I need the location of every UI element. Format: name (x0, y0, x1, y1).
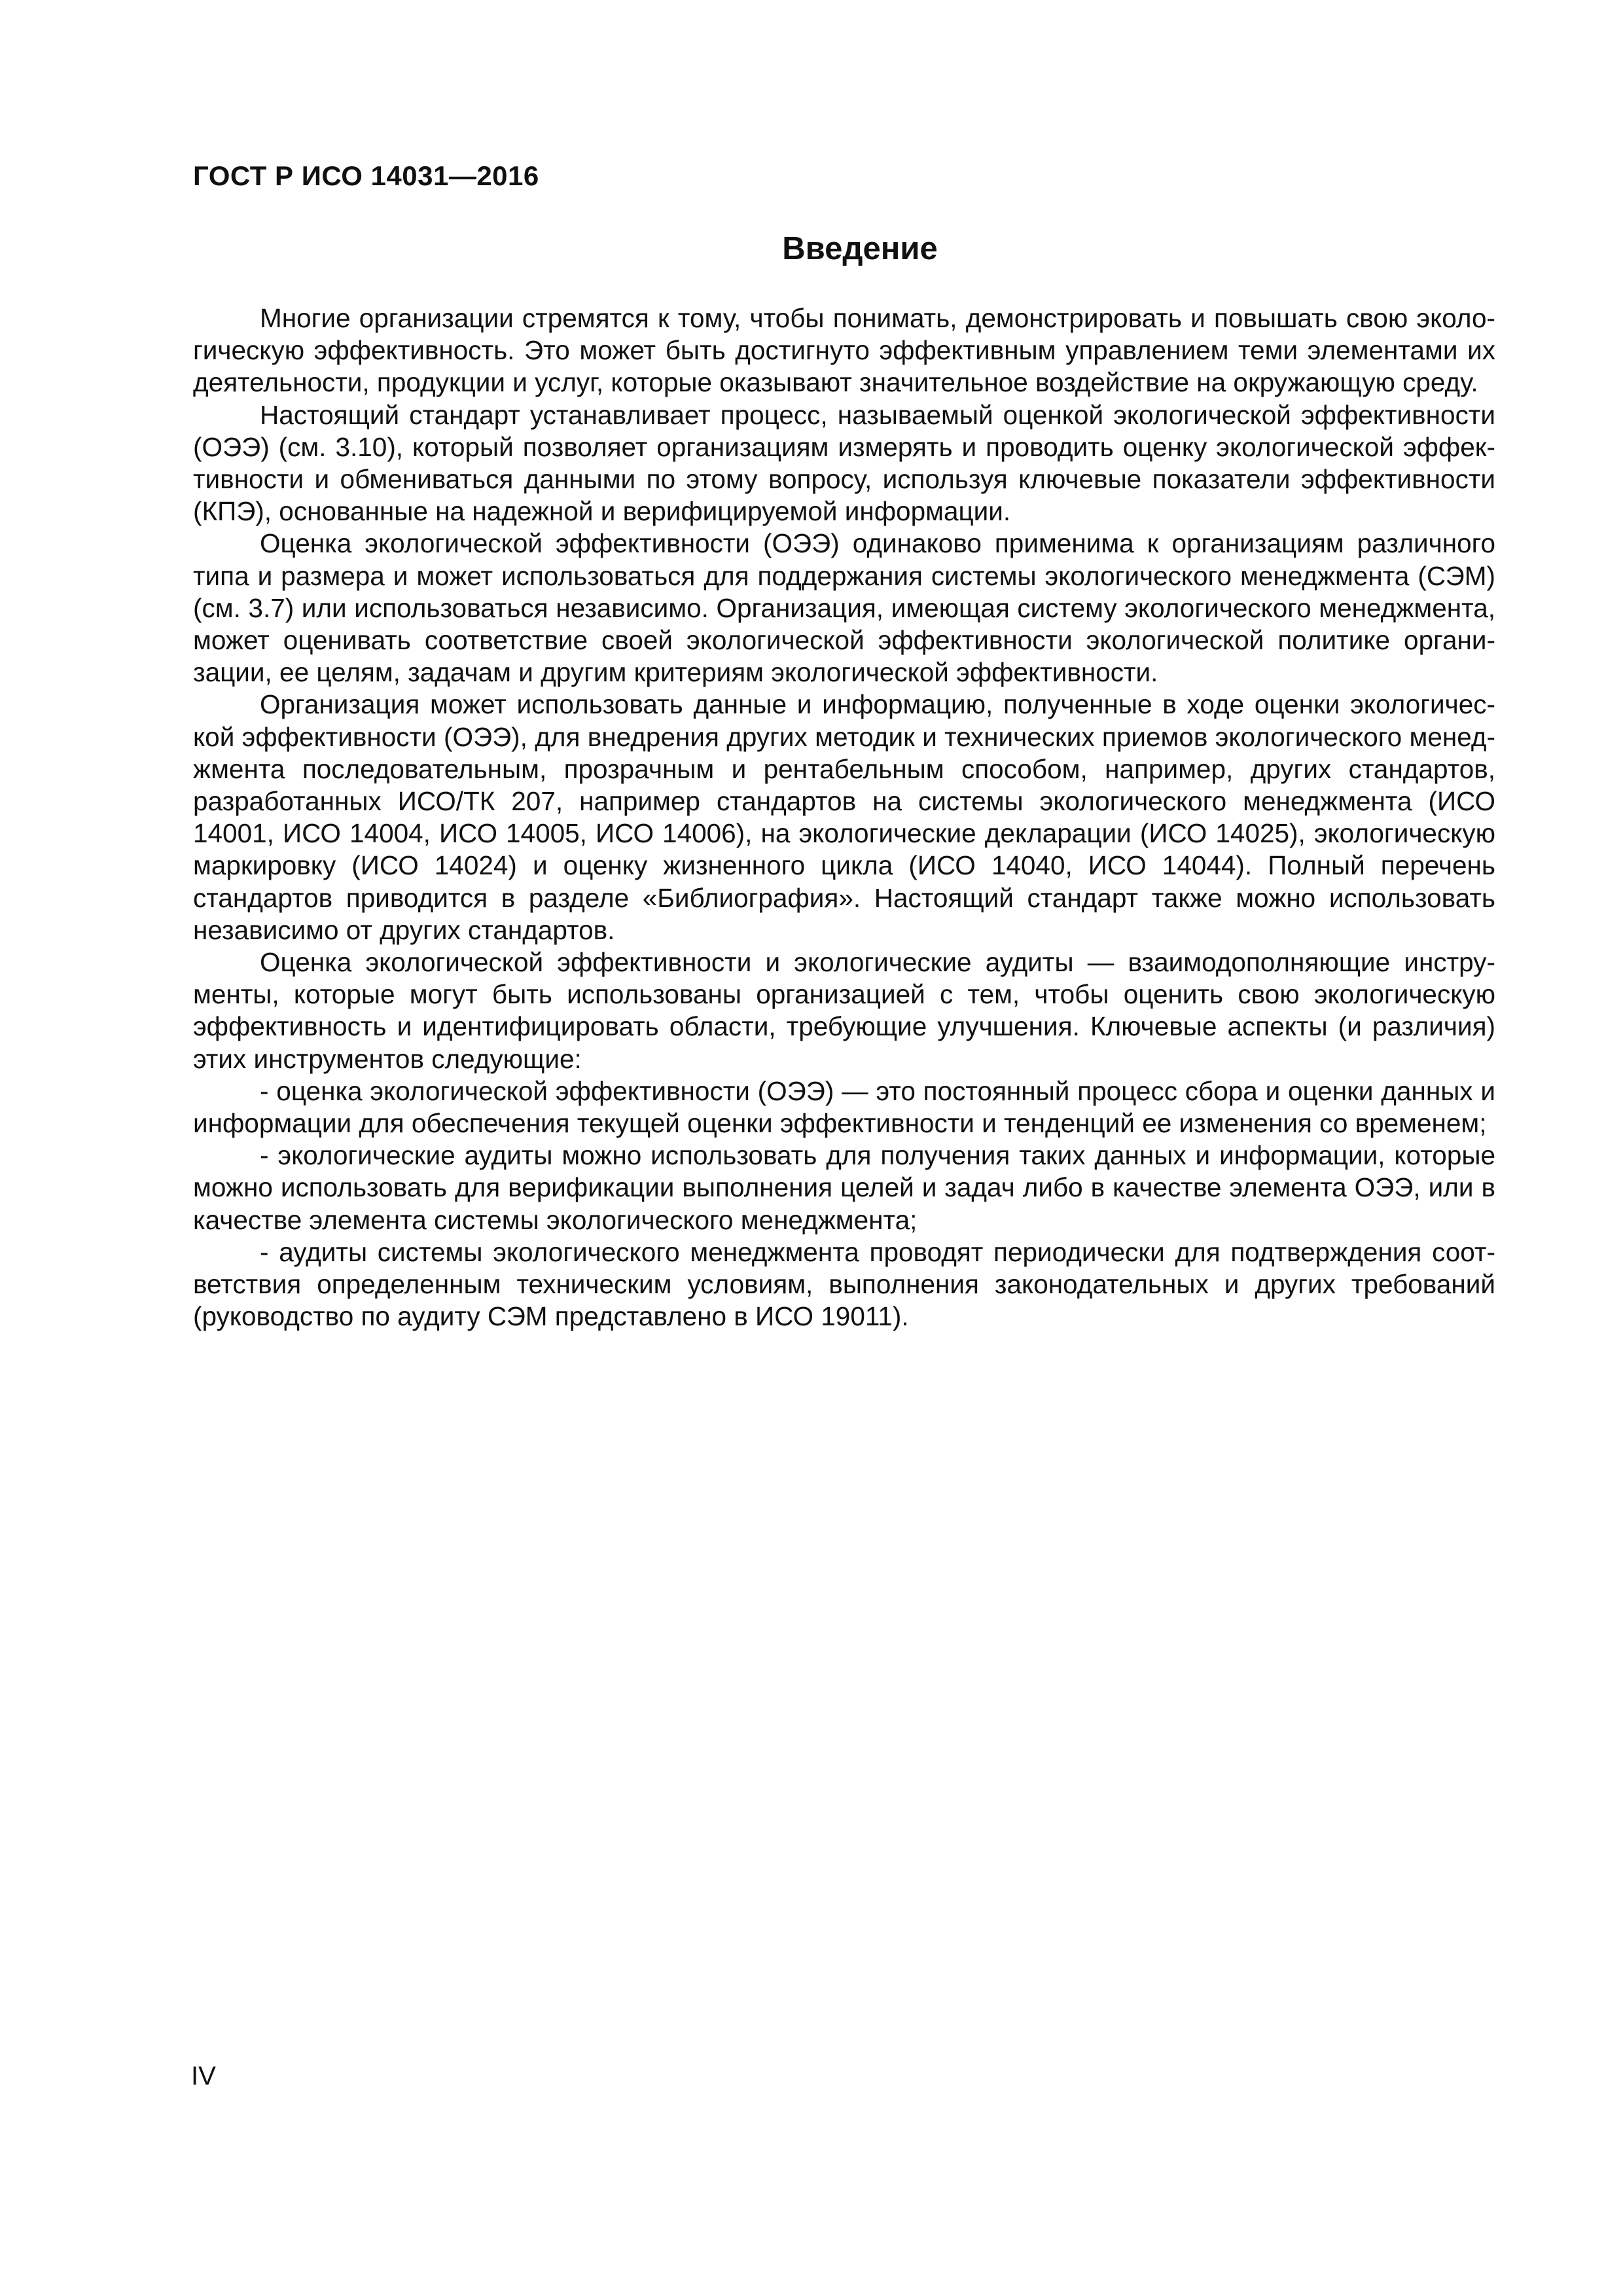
paragraph: Многие организации стремятся к тому, чтобы понимать, демонстрировать и повышать свою экологическую эффективность. Это может быть достигнуто эффективным управлением теми элементами их деятельности, продукции и услуг, которые оказывают значительное воздействие на окружающую среду. (193, 303, 1495, 398)
document-code-header: ГОСТ Р ИСО 14031—2016 (193, 160, 539, 191)
paragraph: Организация может использовать данные и информацию, полученные в ходе оценки экологической эффективности (ОЭЭ), для внедрения других методик и технических приемов экологического менеджмента последовательным, прозрачным и рентабельным способом, например, других стандартов, разработанных ИСО/ТК 207, например стандартов на системы экологического менеджмента (ИСО 14001, ИСО 14004, ИСО 14005, ИСО 14006), на экологические декларации (ИСО 14025), экологическую маркировку (ИСО 14024) и оценку жизненного цикла (ИСО 14040, ИСО 14044). Полный перечень стандартов приводится в разделе «Библиография». Настоящий стандарт также можно использовать независимо от других стандартов. (193, 689, 1495, 945)
page-number: IV (191, 2062, 216, 2090)
paragraph: Оценка экологической эффективности и экологические аудиты — взаимодополняющие инструменты, которые могут быть использованы организацией с тем, чтобы оценить свою экологическую эффективность и идентифицировать области, требующие улучшения. Ключевые аспекты (и различия) этих инструментов следующие: (193, 947, 1495, 1074)
paragraph: Настоящий стандарт устанавливает процесс, называемый оценкой экологической эффективности (ОЭЭ) (см. 3.10), который позволяет организациям измерять и проводить оценку экологической эффективности и обмениваться данными по этому вопросу, используя ключевые показатели эффективности (КПЭ), основанные на надежной и верифицируемой информации. (193, 399, 1495, 527)
list-item: - оценка экологической эффективности (ОЭЭ) — это постоянный процесс сбора и оценки данных и информации для обеспечения текущей оценки эффективности и тенденций ее изменения со временем; (193, 1075, 1495, 1139)
introduction-body (193, 302, 1495, 1333)
list-item: - экологические аудиты можно использовать для получения таких данных и информации, которые можно использовать для верификации выполнения целей и задач либо в качестве элемента ОЭЭ, или в качестве элемента системы экологического менеджмента; (193, 1140, 1495, 1235)
list-item: - аудиты системы экологического менеджмента проводят периодически для подтверждения соответствия определенным техническим условиям, выполнения законодательных и других требований (руководство по аудиту СЭМ представлено в ИСО 19011). (193, 1236, 1495, 1332)
paragraph: Оценка экологической эффективности (ОЭЭ) одинаково применима к организациям различного типа и размера и может использоваться для поддержания системы экологического менеджмента (СЭМ) (см. 3.7) или использоваться независимо. Организация, имеющая систему экологического менеджмента, может оценивать соответствие своей экологической эффективности экологической политике организации, ее целям, задачам и другим критериям экологической эффективности. (193, 528, 1495, 688)
section-title: Введение (782, 231, 938, 266)
